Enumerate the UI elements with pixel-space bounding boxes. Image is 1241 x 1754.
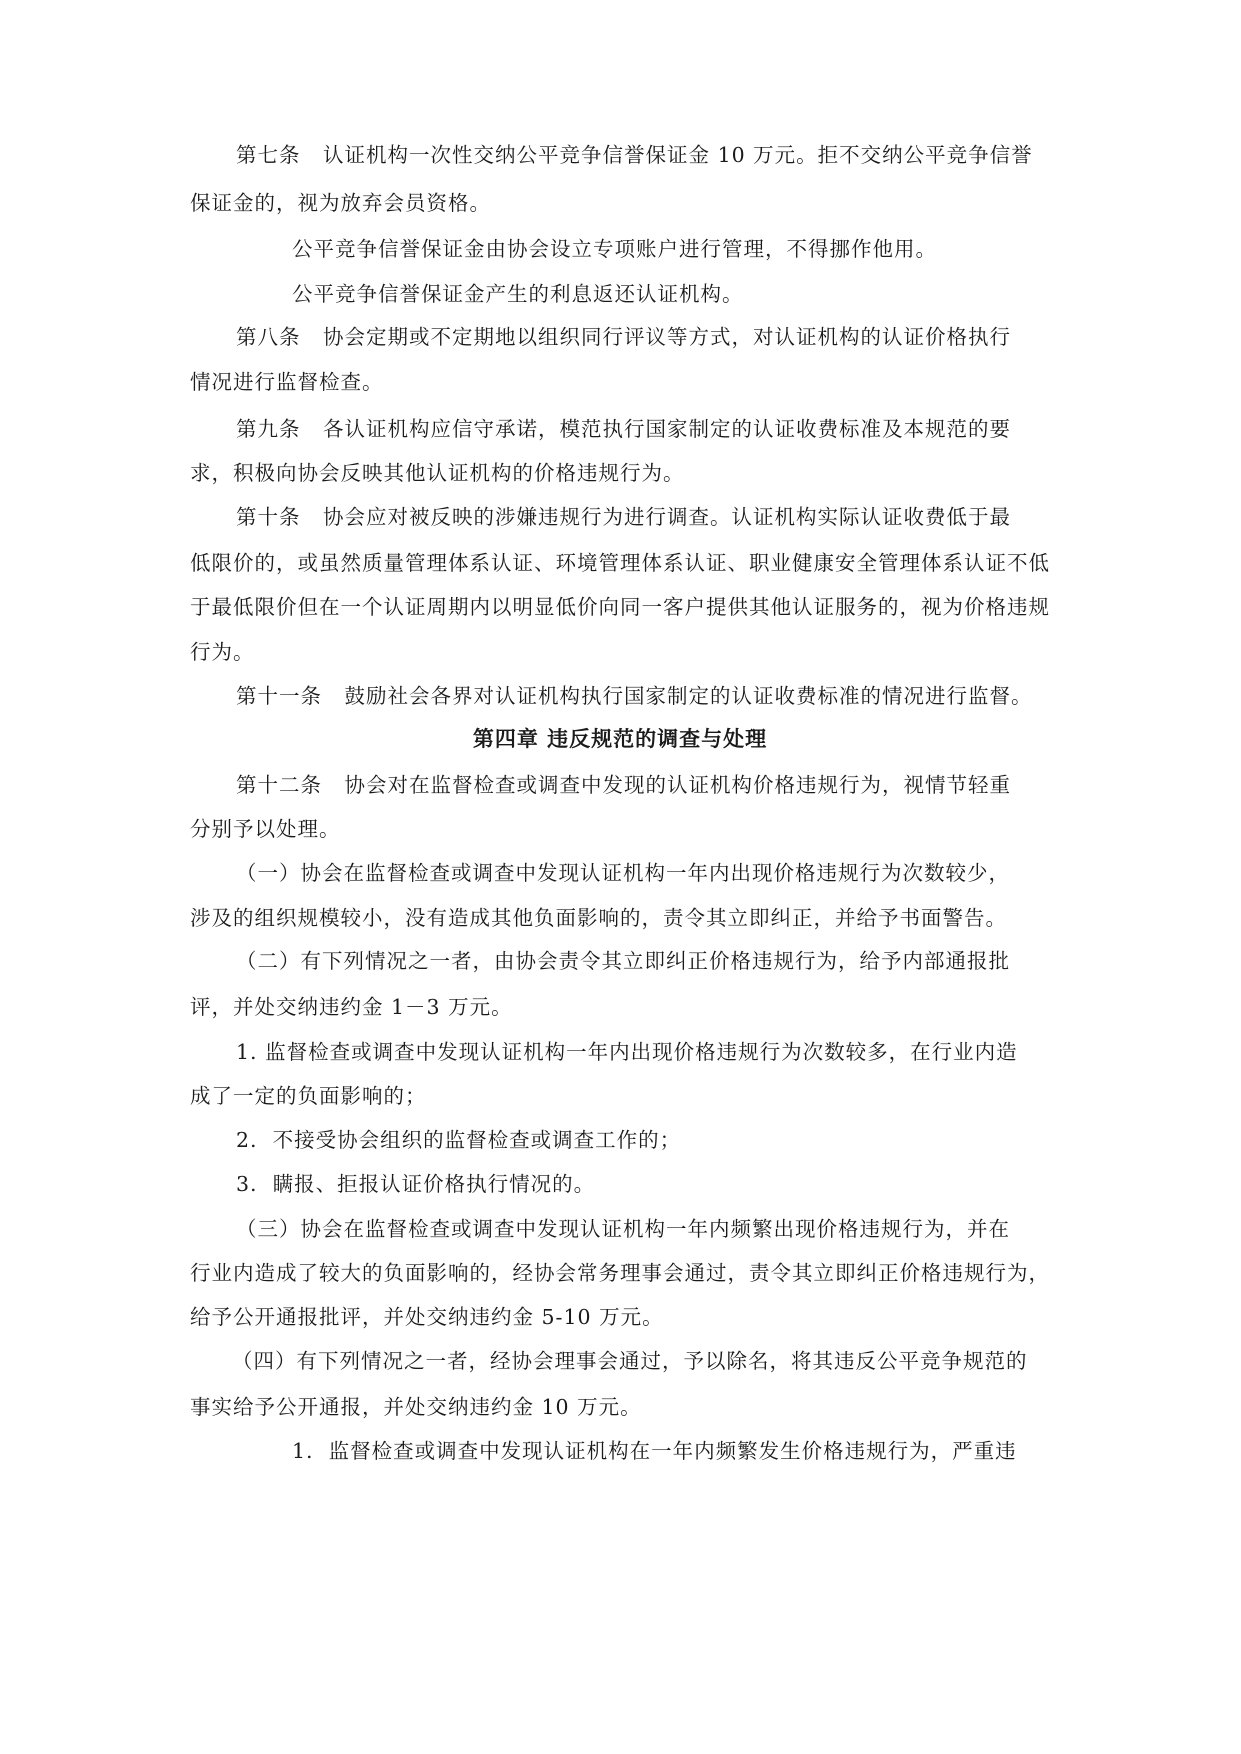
clause-2-item-1-line-2: 成了一定的负面影响的； [190, 1084, 427, 1108]
clause-3-line-1: （三）协会在监督检查或调查中发现认证机构一年内频繁出现价格违规行为，并在 [236, 1217, 1010, 1241]
clause-3-line-3: 给予公开通报批评，并处交纳违约金 5-10 万元。 [190, 1305, 664, 1329]
clause-2-item-3: 3. 瞒报、拒报认证价格执行情况的。 [236, 1172, 596, 1196]
article-7-para-2: 公平竞争信誉保证金由协会设立专项账户进行管理，不得挪作他用。 [292, 237, 937, 261]
article-7-line-1: 第七条 认证机构一次性交纳公平竞争信誉保证金 10 万元。拒不交纳公平竞争信誉 [236, 143, 1033, 167]
article-8-line-1: 第八条 协会定期或不定期地以组织同行评议等方式，对认证机构的认证价格执行 [236, 325, 1012, 349]
article-7-line-2: 保证金的，视为放弃会员资格。 [190, 191, 491, 215]
clause-2-line-1: （二）有下列情况之一者，由协会责令其立即纠正价格违规行为，给予内部通报批 [236, 949, 1010, 973]
article-10-line-2: 低限价的，或虽然质量管理体系认证、环境管理体系认证、职业健康安全管理体系认证不低 [190, 551, 1050, 575]
article-10-line-1: 第十条 协会应对被反映的涉嫌违规行为进行调查。认证机构实际认证收费低于最 [236, 505, 1012, 529]
article-8-line-2: 情况进行监督检查。 [190, 370, 384, 394]
clause-4-line-1: （四）有下列情况之一者，经协会理事会通过，予以除名，将其违反公平竞争规范的 [232, 1349, 1028, 1373]
clause-1-line-2: 涉及的组织规模较小，没有造成其他负面影响的，责令其立即纠正，并给予书面警告。 [190, 906, 1007, 930]
clause-2-item-2: 2. 不接受协会组织的监督检查或调查工作的； [236, 1128, 682, 1152]
clause-4-item-1-line-1: 1. 监督检查或调查中发现认证机构在一年内频繁发生价格违规行为，严重违 [292, 1439, 1017, 1463]
article-10-line-3: 于最低限价但在一个认证周期内以明显低价向同一客户提供其他认证服务的，视为价格违规 [190, 595, 1050, 619]
clause-3-line-2: 行业内造成了较大的负面影响的，经协会常务理事会通过，责令其立即纠正价格违规行为， [190, 1261, 1050, 1285]
article-7-para-3: 公平竞争信誉保证金产生的利息返还认证机构。 [292, 282, 744, 306]
article-9-line-1: 第九条 各认证机构应信守承诺，模范执行国家制定的认证收费标准及本规范的要 [236, 417, 1012, 441]
article-12-line-2: 分别予以处理。 [190, 817, 341, 841]
clause-4-line-2: 事实给予公开通报，并处交纳违约金 10 万元。 [190, 1395, 642, 1419]
chapter-4-heading: 第四章 违反规范的调查与处理 [472, 727, 768, 751]
clause-1-line-1: （一）协会在监督检查或调查中发现认证机构一年内出现价格违规行为次数较少， [236, 861, 1010, 885]
article-9-line-2: 求，积极向协会反映其他认证机构的价格违规行为。 [190, 461, 685, 485]
article-11-line-1: 第十一条 鼓励社会各界对认证机构执行国家制定的认证收费标准的情况进行监督。 [236, 684, 1033, 708]
article-12-line-1: 第十二条 协会对在监督检查或调查中发现的认证机构价格违规行为，视情节轻重 [236, 773, 1012, 797]
article-10-line-4: 行为。 [190, 640, 255, 664]
clause-2-item-1-line-1: 1. 监督检查或调查中发现认证机构一年内出现价格违规行为次数较多，在行业内造 [236, 1040, 1018, 1064]
clause-2-line-2: 评，并处交纳违约金 1－3 万元。 [190, 995, 513, 1019]
